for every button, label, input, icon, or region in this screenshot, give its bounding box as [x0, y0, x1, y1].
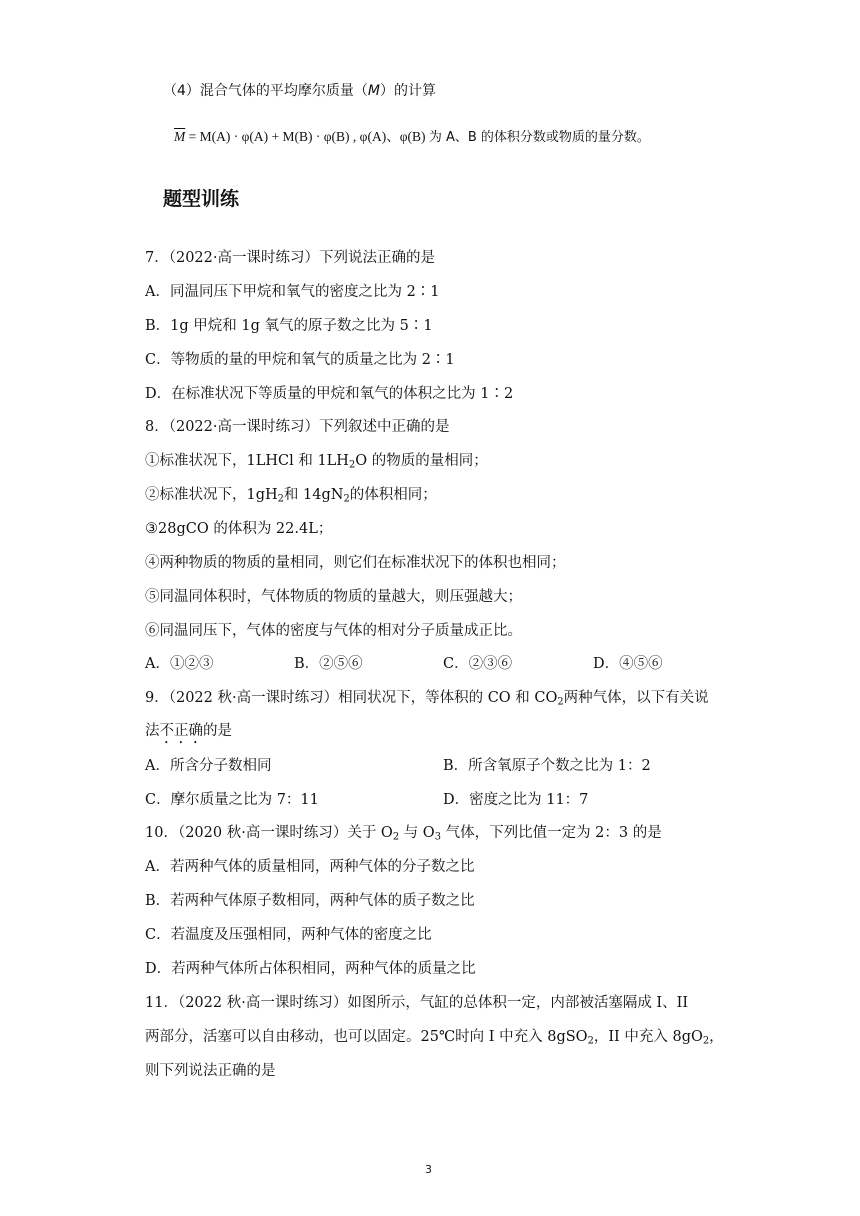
q10-option-b: B．若两种气体原子数相同，两种气体的质子数之比 [145, 893, 475, 909]
q9-option-a: A．所含分子数相同 [145, 758, 272, 774]
q11-stem-line2 [145, 1025, 724, 1046]
average-molar-mass-formula [174, 125, 650, 145]
q7-option-b: B．1g 甲烷和 1g 氧气的原子数之比为 5∶1 [145, 318, 433, 334]
q7-option-d: D．在标准状况下等质量的甲烷和氧气的体积之比为 1∶2 [145, 386, 514, 402]
q8-statement-3: ③28gCO 的体积为 22.4L； [145, 521, 333, 537]
q8-option-d: D．④⑤⑥ [593, 656, 663, 672]
q8-statement-5: ⑤同温同体积时，气体物质的物质的量越大，则压强越大； [145, 589, 522, 605]
section-prefix: （4）混合气体的平均摩尔质量（ [163, 83, 368, 99]
q7-stem: 7．（2022·高一课时练习）下列说法正确的是 [145, 250, 435, 266]
q9-stem2-text: 法 [145, 723, 160, 739]
section-suffix: ）的计算 [380, 83, 437, 99]
q11-line2-text: 两部分，活塞可以自由移动，也可以固定。25℃时向 I 中充入 8gSO [145, 1029, 588, 1045]
q8-s2-text-end: 的体积相同； [349, 487, 437, 503]
q8-statement-4: ④两种物质的物质的量相同，则它们在标准状况下的体积也相同； [145, 555, 566, 571]
q8-s2-text-mid: 和 14gN [283, 487, 344, 503]
q8-s2-sub2: 2 [343, 493, 350, 505]
q9-stem-text: 9．（2022 秋·高一课时练习）相同状况下，等体积的 CO 和 CO [145, 690, 558, 706]
q8-option-c: C．②③⑥ [443, 656, 513, 672]
q8-statement-2 [145, 483, 437, 504]
q8-s1-text: ①标准状况下，1LHCl 和 1LH [145, 453, 349, 469]
q10-stem-sub2: 3 [434, 831, 441, 843]
q10-option-d: D．若两种气体所占体积相同，两种气体的质量之比 [145, 961, 476, 977]
q8-s1-sub: 2 [348, 459, 356, 471]
q9-option-c: C．摩尔质量之比为 7：11 [145, 792, 319, 808]
q11-stem-line3: 则下列说法正确的是 [145, 1063, 276, 1079]
q8-option-a: A．①②③ [145, 656, 214, 672]
q10-option-c: C．若温度及压强相同，两种气体的密度之比 [145, 927, 432, 943]
q11-line2-text-mid: ，II 中充入 8gO [593, 1029, 703, 1045]
q9-stem2-text-end: 的是 [203, 723, 232, 739]
formula-expression: = M(A) · φ(A) + M(B) · φ(B) , φ(A)、φ(B) [185, 129, 429, 144]
q11-line2-text-end: ， [709, 1029, 724, 1045]
q8-s1-text-end: O 的物质的量相同； [355, 453, 488, 469]
q10-stem [145, 821, 662, 842]
q8-s2-sub1: 2 [277, 493, 284, 505]
section-title: 题型训练 [163, 188, 240, 210]
q9-option-b: B．所含氧原子个数之比为 1：2 [443, 758, 651, 774]
q10-option-a: A．若两种气体的质量相同，两种气体的分子数之比 [145, 859, 475, 875]
formula-mbar: $\overline{M}$ [174, 129, 186, 144]
q10-stem-text-end: 气体，下列比值一定为 2：3 的是 [440, 825, 662, 841]
q9-stem-text-end: 两种气体，以下有关说 [563, 690, 709, 706]
q9-option-d: D．密度之比为 11：7 [443, 792, 589, 808]
q9-stem-line2 [145, 719, 232, 747]
q10-stem-text-mid: 与 O [399, 825, 435, 841]
q9-stem-sub: 2 [557, 696, 564, 708]
q10-stem-sub1: 2 [392, 831, 400, 843]
q8-statement-1 [145, 449, 488, 470]
page-number: 3 [425, 1163, 432, 1176]
q9-emphasis-text: 不正确 [159, 723, 203, 739]
formula-note: 为 A、B 的体积分数或物质的量分数。 [428, 130, 650, 145]
q9-stem [145, 686, 709, 707]
section-symbol: M [367, 83, 381, 99]
q7-option-a: A．同温同压下甲烷和氧气的密度之比为 2∶1 [145, 284, 440, 300]
q7-option-c: C．等物质的量的甲烷和氧气的质量之比为 2∶1 [145, 352, 455, 368]
q8-s2-text: ②标准状况下，1gH [145, 487, 278, 503]
section-heading [163, 80, 436, 100]
q11-line2-sub2: 2 [702, 1035, 710, 1047]
q10-stem-text: 10．（2020 秋·高一课时练习）关于 O [145, 825, 393, 841]
q11-stem-line1: 11．（2022 秋·高一课时练习）如图所示，气缸的总体积一定，内部被活塞隔成 I、II [145, 995, 689, 1011]
q11-line2-sub1: 2 [587, 1035, 594, 1047]
q8-statement-6: ⑥同温同压下，气体的密度与气体的相对分子质量成正比。 [145, 623, 522, 639]
q8-stem: 8．（2022·高一课时练习）下列叙述中正确的是 [145, 419, 450, 435]
q8-option-b: B．②⑤⑥ [294, 656, 363, 672]
